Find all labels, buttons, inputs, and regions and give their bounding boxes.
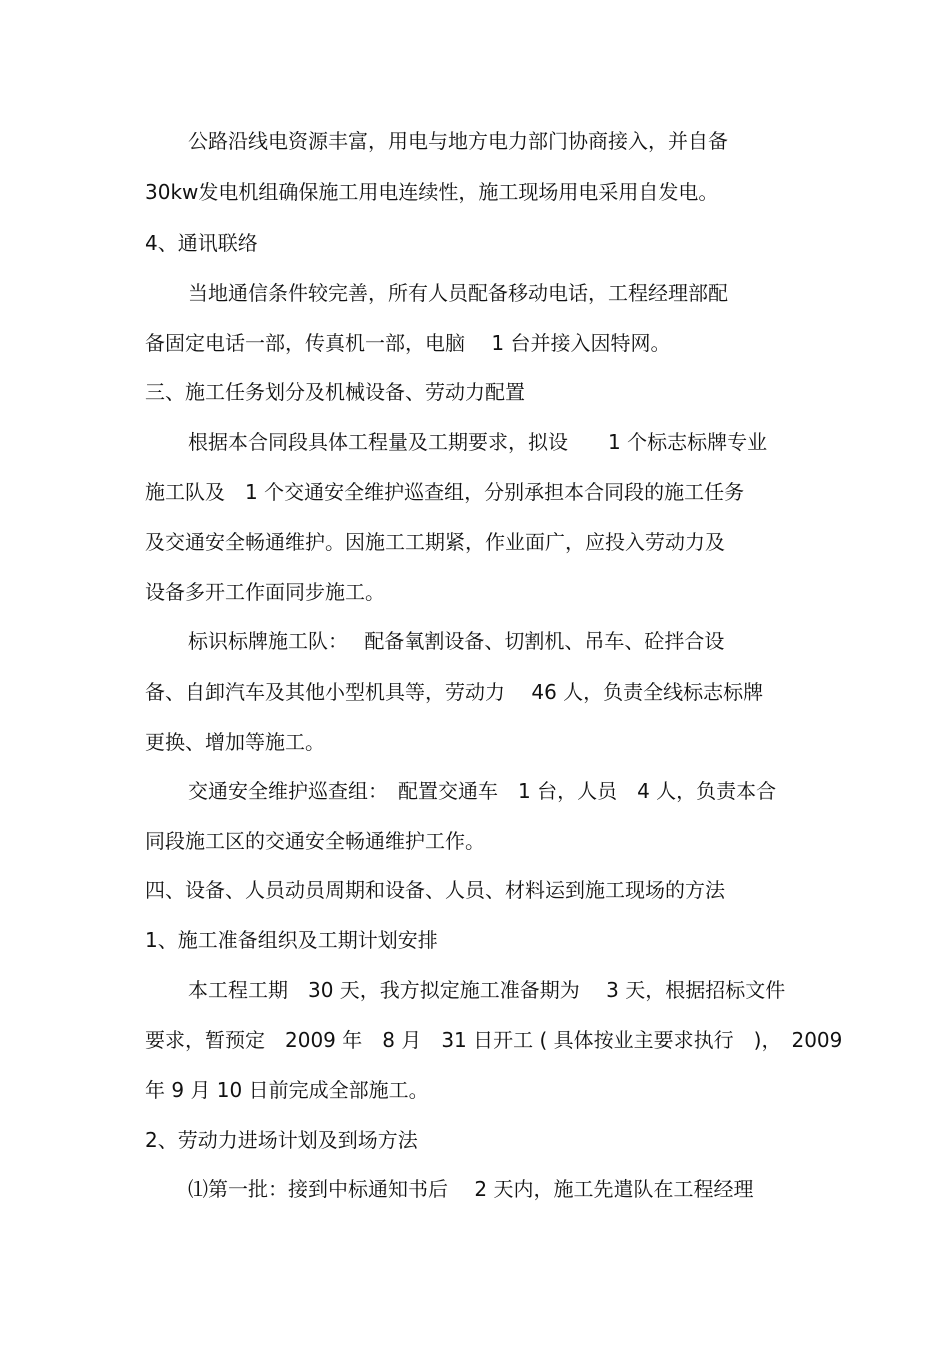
- paragraph-line: 备、自卸汽车及其他小型机具等，劳动力 46 人，负责全线标志标牌: [145, 680, 764, 704]
- paragraph-line: ⑴第一批：接到中标通知书后 2 天内，施工先遣队在工程经理: [188, 1177, 754, 1201]
- paragraph-line: 同段施工区的交通安全畅通维护工作。: [145, 829, 485, 853]
- paragraph-line: 30kw发电机组确保施工用电连续性，施工现场用电采用自发电。: [145, 180, 719, 204]
- paragraph-line: 设备多开工作面同步施工。: [145, 580, 385, 604]
- paragraph-line: 要求，暂预定 2009 年 8 月 31 日开工 ( 具体按业主要求执行 )， 2009: [145, 1028, 843, 1052]
- paragraph-line: 交通安全维护巡查组： 配置交通车 1 台，人员 4 人，负责本合: [188, 779, 777, 803]
- paragraph-line: 标识标牌施工队： 配备氧割设备、切割机、吊车、砼拌合设: [188, 629, 725, 653]
- section-heading: 1、施工准备组织及工期计划安排: [145, 928, 438, 952]
- section-heading: 三、施工任务划分及机械设备、劳动力配置: [145, 380, 525, 404]
- paragraph-line: 年 9 月 10 日前完成全部施工。: [145, 1078, 429, 1102]
- paragraph-line: 当地通信条件较完善，所有人员配备移动电话，工程经理部配: [188, 281, 728, 305]
- section-heading: 2、劳动力进场计划及到场方法: [145, 1128, 418, 1152]
- paragraph-line: 公路沿线电资源丰富，用电与地方电力部门协商接入，并自备: [188, 129, 728, 153]
- paragraph-line: 根据本合同段具体工程量及工期要求，拟设 1 个标志标牌专业: [188, 430, 768, 454]
- section-heading: 四、设备、人员动员周期和设备、人员、材料运到施工现场的方法: [145, 878, 725, 902]
- paragraph-line: 更换、增加等施工。: [145, 730, 325, 754]
- paragraph-line: 本工程工期 30 天，我方拟定施工准备期为 3 天，根据招标文件: [188, 978, 786, 1002]
- paragraph-line: 及交通安全畅通维护。因施工工期紧，作业面广，应投入劳动力及: [145, 530, 725, 554]
- paragraph-line: 施工队及 1 个交通安全维护巡查组，分别承担本合同段的施工任务: [145, 480, 745, 504]
- paragraph-line: 备固定电话一部，传真机一部，电脑 1 台并接入因特网。: [145, 331, 671, 355]
- section-heading: 4、通讯联络: [145, 231, 258, 255]
